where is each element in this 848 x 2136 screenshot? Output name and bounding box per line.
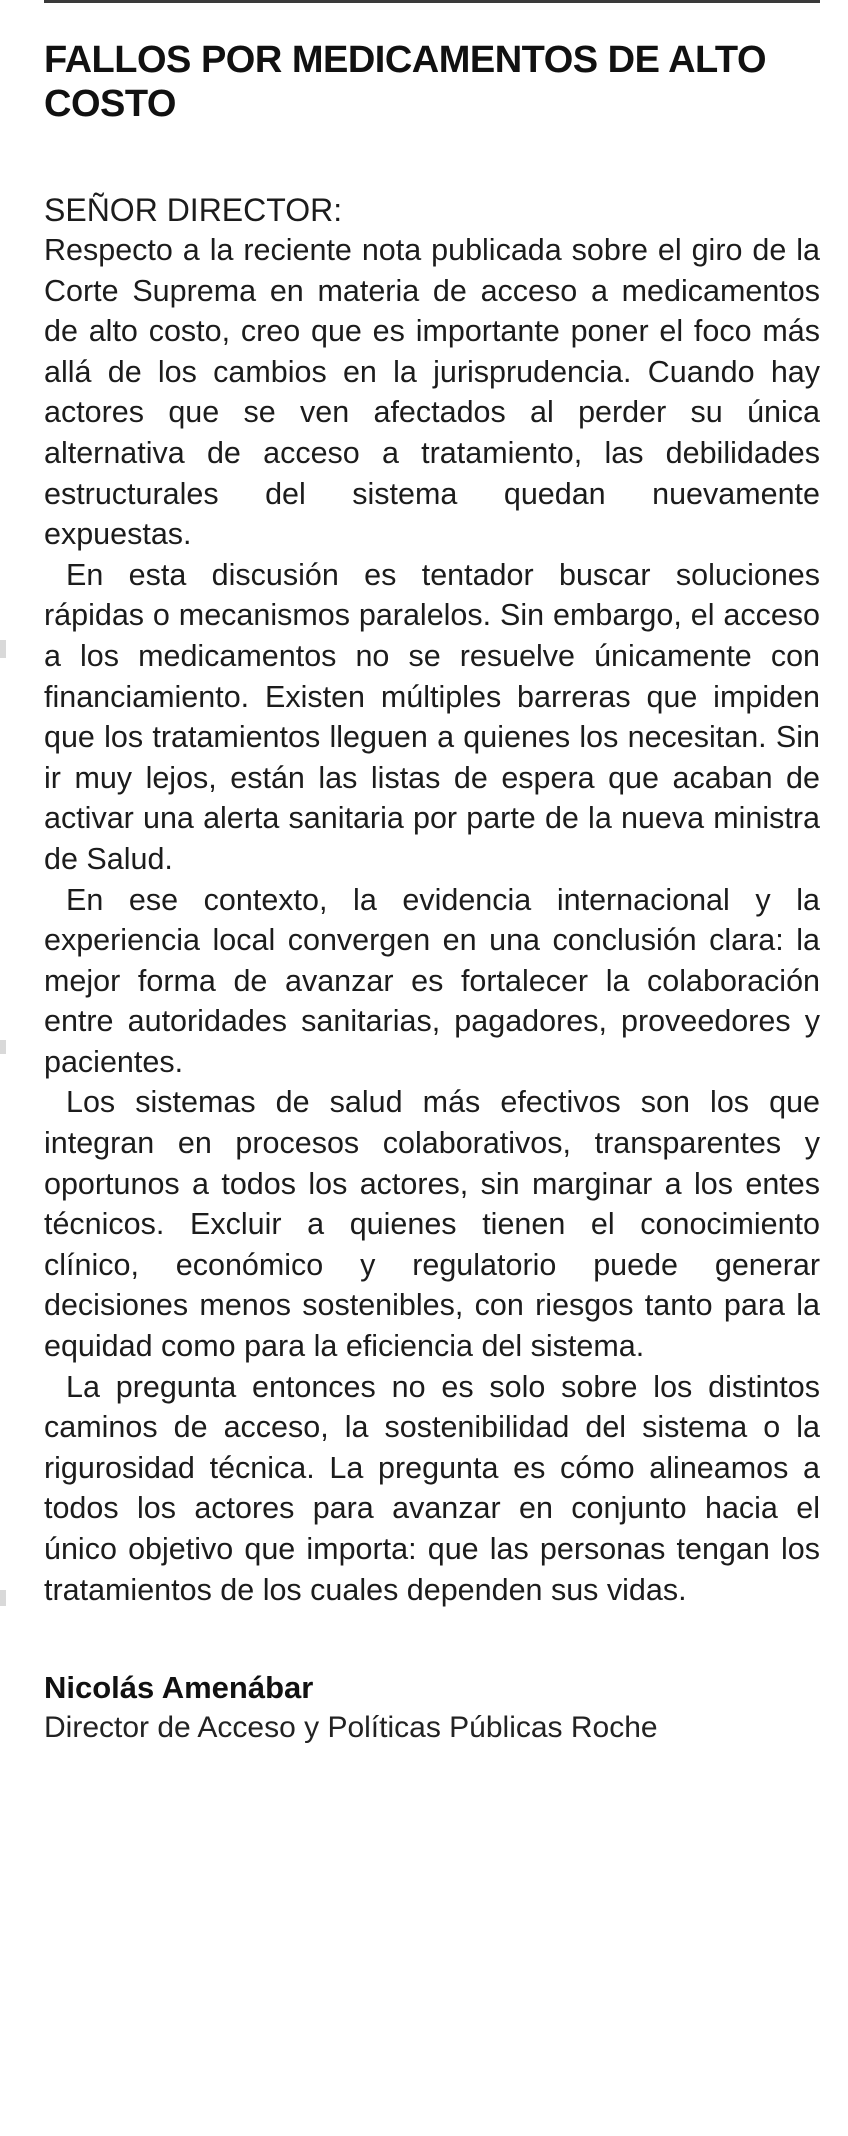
letter-headline: FALLOS POR MEDICAMENTOS DE ALTO COSTO [44,39,767,125]
author-role: Director de Acceso y Políticas Públicas Roche [44,1711,658,1745]
letter-signature [44,1668,820,1748]
letter-paragraph-5: La pregunta entonces no es solo sobre los distintos caminos de acceso, la sostenibilidad del sistema o la rigurosidad técnica. La pregunta es cómo alineamos a todos los actores para avanzar en conjunto hacia el único objetivo que importa: que las personas tengan los tratamientos de los cuales dependen sus vidas. [44,1369,820,1607]
letter-paragraph-1: Respecto a la reciente nota publicada sobre el giro de la Corte Suprema en materia de acceso a medicamentos de alto costo, creo que es importante poner el foco más allá de los cambios en la jurisprudencia. Cuando hay actores que se ven afectados al perder su única alternativa de acceso a tratamiento, las debilidades estructurales del sistema quedan nuevamente expuestas. [44,233,820,552]
letter-paragraph-2: En esta discusión es tentador buscar soluciones rápidas o mecanismos paralelos. Sin embargo, el acceso a los medicamentos no se resuelve únicamente con financiamiento. Existen múltiples barreras que impiden que los tratamientos lleguen a quienes los necesitan. Sin ir muy lejos, están las listas de espera que acaban de activar una alerta sanitaria por parte de la nueva ministra de Salud. [44,557,820,876]
letter-article [44,38,820,1748]
top-rule [44,0,820,3]
letter-salutation: SEÑOR DIRECTOR: [44,192,343,228]
page-edge-mark [0,1040,6,1054]
letter-paragraph-4: Los sistemas de salud más efectivos son los que integran en procesos colaborativos, transparentes y oportunos a todos los actores, sin marginar a los entes técnicos. Excluir a quienes tienen el conocimiento clínico, económico y regulatorio puede generar decisiones menos sostenibles, con riesgos tanto para la equidad como para la eficiencia del sistema. [44,1085,820,1364]
author-name: Nicolás Amenábar [44,1670,314,1706]
page-edge-mark [0,640,6,658]
page-edge-mark [0,1590,6,1606]
letter-paragraph-3: En ese contexto, la evidencia internacional y la experiencia local convergen en una conclusión clara: la mejor forma de avanzar es fortalecer la colaboración entre autoridades sanitarias, pagadores, proveedores y pacientes. [44,882,820,1079]
